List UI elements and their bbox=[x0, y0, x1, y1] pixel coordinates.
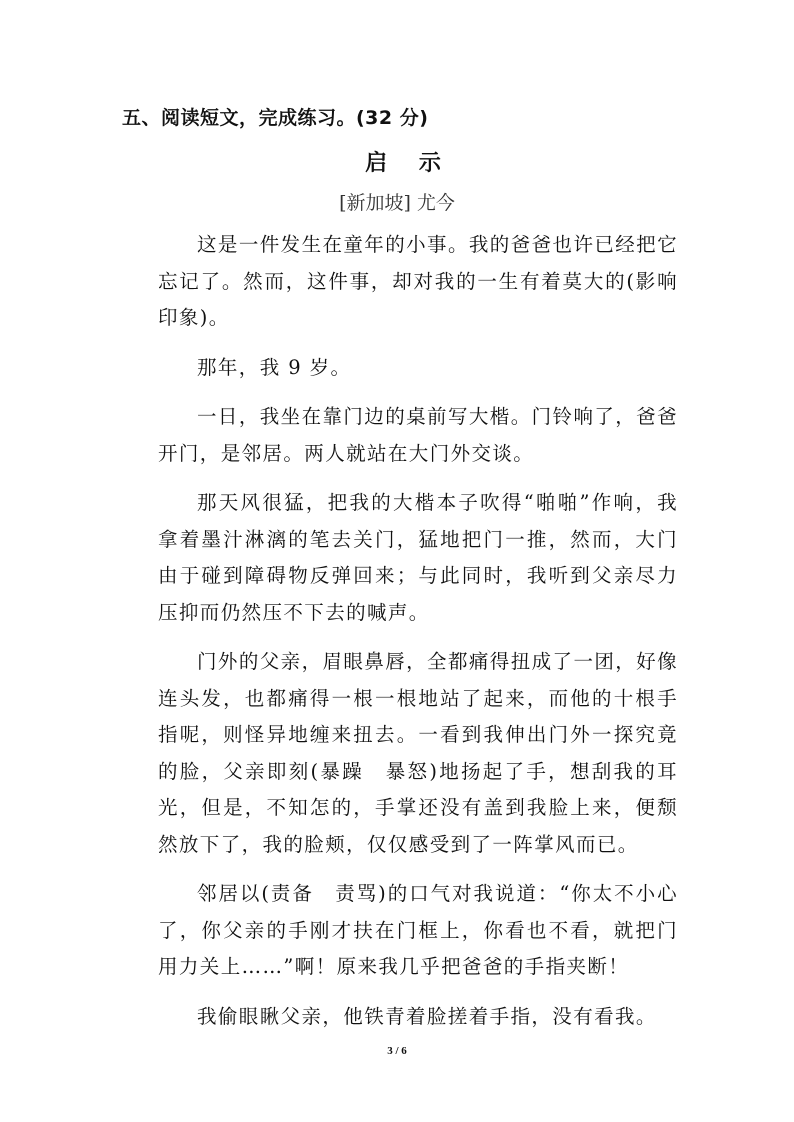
paragraph bbox=[158, 350, 678, 387]
article-author: [新加坡] 尤今 bbox=[339, 192, 455, 214]
page-number: 3 / 6 bbox=[387, 1045, 407, 1057]
paragraph bbox=[158, 876, 678, 986]
paragraph bbox=[158, 999, 678, 1036]
paragraph-text: 门外的父亲，眉眼鼻唇，全都痛得扭成了一团，好像连头发，也都痛得一根一根地站了起来，而他的十根手指呢，则怪异地缠来扭去。一看到我伸出门外一探究竟的脸，父亲即刻(暴躁 暴怒)地扬起了手，想刮我的耳光，但是，不知怎的，手掌还没有盖到我脸上来，便颓然放下了，我的脸颊，仅仅感受到了一阵掌风而已。 bbox=[158, 650, 678, 856]
paragraph-text: 那天风很猛，把我的大楷本子吹得“啪啪”作响，我拿着墨汁淋漓的笔去关门，猛地把门一推，然而，大门由于碰到障碍物反弹回来；与此同时，我听到父亲尽力压抑而仍然压不下去的喊声。 bbox=[158, 491, 678, 624]
paragraph-text: 那年，我 9 岁。 bbox=[197, 355, 352, 379]
paragraph bbox=[158, 485, 678, 631]
paragraph bbox=[158, 399, 678, 472]
paragraph-text: 这是一件发生在童年的小事。我的爸爸也许已经把它忘记了。然而，这件事，却对我的一生有着莫大的(影响 印象)。 bbox=[158, 233, 699, 329]
paragraph-text: 我偷眼瞅父亲，他铁青着脸搓着手指，没有看我。 bbox=[197, 1004, 657, 1028]
paragraph-text: 邻居以(责备 责骂)的口气对我说道：“你太不小心了，你父亲的手刚才扶在门框上，你看也不看，就把门用力关上……”啊！原来我几乎把爸爸的手指夹断！ bbox=[158, 882, 678, 978]
section-heading: 五、阅读短文，完成练习。(32 分) bbox=[122, 107, 429, 129]
article-title: 启 示 bbox=[365, 151, 453, 176]
paragraph bbox=[158, 227, 699, 337]
article-body bbox=[158, 227, 699, 1048]
paragraph bbox=[158, 644, 678, 863]
paragraph-text: 一日，我坐在靠门边的桌前写大楷。门铃响了，爸爸开门，是邻居。两人就站在大门外交谈。 bbox=[158, 405, 678, 465]
